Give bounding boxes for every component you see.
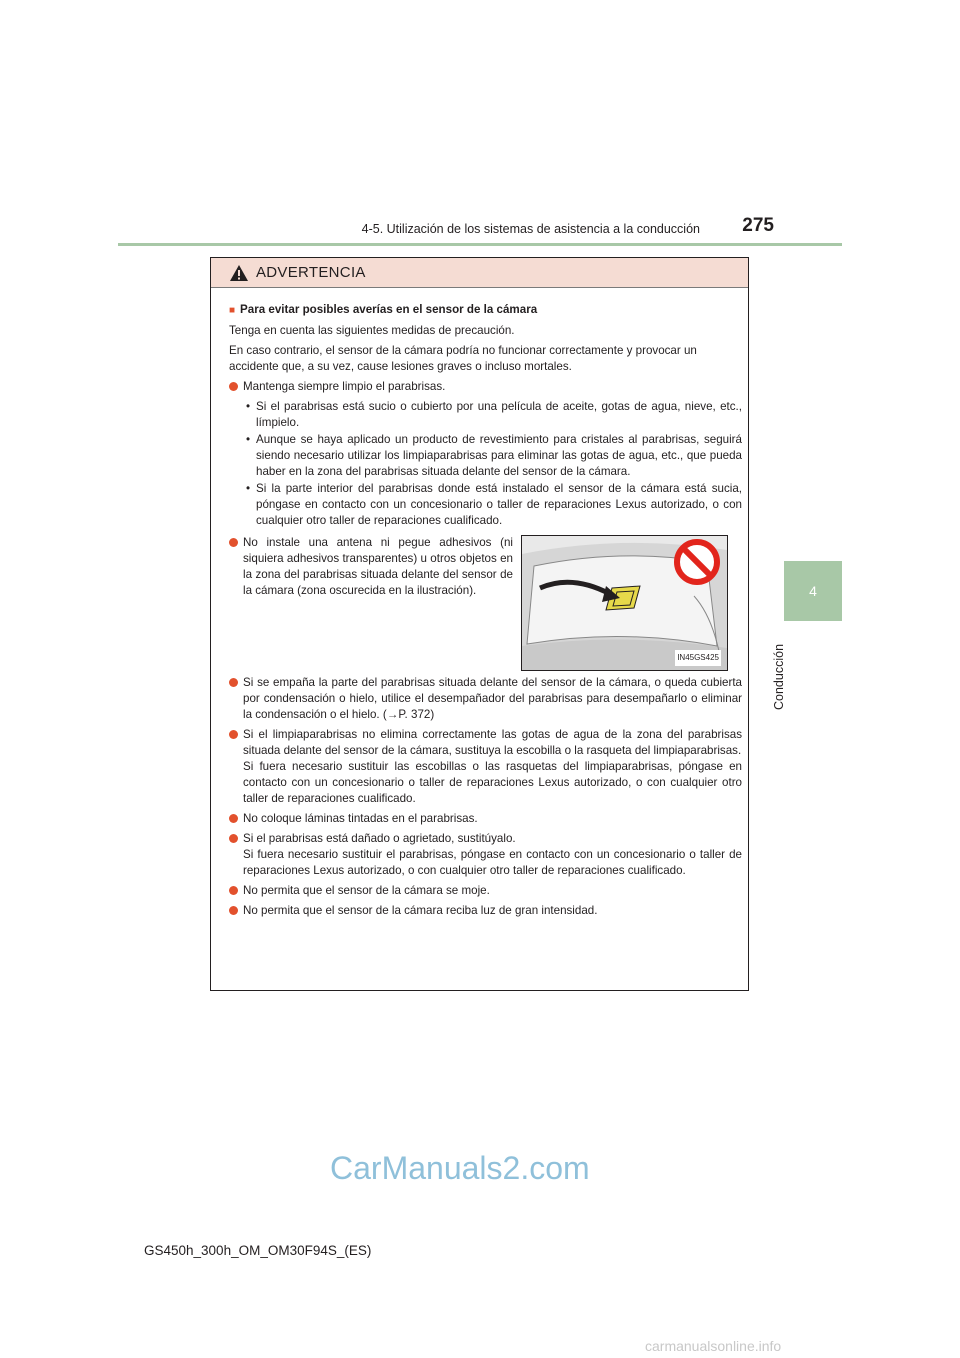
bullet-dot-icon	[229, 538, 238, 547]
sub-bullet-icon: •	[246, 433, 251, 446]
list-item	[229, 883, 742, 899]
figure-code: IN45GS425	[675, 650, 721, 666]
sub-bullet-icon: •	[246, 482, 251, 495]
section-title-text: Para evitar posibles averías en el sensor de la cámara	[240, 303, 538, 316]
bullet-dot-icon	[229, 814, 238, 823]
bullet-text: No instale una antena ni pegue adhesivos (ni siquiera adhesivos transparentes) u otros objetos en la zona del parabrisas situada delante del sensor de la cámara (zona oscurecida en la ilustración).	[243, 536, 513, 597]
bullet-dot-icon	[229, 730, 238, 739]
chapter-tab-number: 4	[784, 561, 842, 621]
warning-triangle-icon	[229, 264, 249, 282]
bullet-text: Si el limpiaparabrisas no elimina correctamente las gotas de agua de la zona del parabrisas situada delante del sensor de la cámara, sustituya la escobilla o la rasqueta del limpiaparabrisas.	[243, 728, 742, 757]
list-item	[229, 535, 513, 667]
list-item	[229, 379, 742, 395]
list-item	[229, 675, 742, 723]
bullet-text-continuation: Si fuera necesario sustituir las escobillas o las rasquetas del limpiaparabrisas, póngase en contacto con un concesionario o taller de reparaciones Lexus autorizado, o con cualquier otro taller de reparaciones cualificado.	[243, 760, 742, 805]
bullet-text: Mantenga siempre limpio el parabrisas.	[243, 380, 446, 393]
footer-code: GS450h_300h_OM_OM30F94S_(ES)	[144, 1243, 372, 1258]
sub-bullet-icon: •	[246, 400, 251, 413]
bullet-dot-icon	[229, 886, 238, 895]
intro-paragraph-2: En caso contrario, el sensor de la cámara podría no funcionar correctamente y provocar un accidente que, a su vez, cause lesiones graves o incluso mortales.	[229, 344, 697, 373]
warning-content	[211, 288, 748, 990]
windshield-illustration	[521, 535, 728, 671]
bullet-text: Si se empaña la parte del parabrisas situada delante del sensor de la cámara, o queda cubierta por condensación o hielo, utilice el desempañador del parabrisas para desempañarlo o eliminar la condensación o el hielo. (→P. 372)	[243, 676, 742, 721]
list-item	[229, 831, 742, 879]
watermark: CarManuals2.com	[330, 1150, 590, 1186]
bullet-text: Si el parabrisas está dañado o agrietado, sustitúyalo.	[243, 832, 516, 845]
page-number: 275	[742, 215, 774, 236]
warning-section-title	[229, 302, 742, 319]
warning-box	[210, 257, 749, 991]
sub-item-text: Si el parabrisas está sucio o cubierto por una película de aceite, gotas de agua, nieve, etc., límpielo.	[256, 400, 742, 429]
list-item	[229, 811, 742, 827]
sub-list-item	[229, 481, 742, 529]
sub-item-text: Si la parte interior del parabrisas donde está instalado el sensor de la cámara está sucia, póngase en contacto con un concesionario o taller de reparaciones Lexus autorizado, o con cualquier otro taller de reparaciones cualificado.	[256, 482, 742, 527]
intro-paragraph-1: Tenga en cuenta las siguientes medidas de precaución.	[229, 324, 515, 337]
chapter-tab-label: Conducción	[772, 643, 786, 710]
square-bullet-icon: ■	[229, 305, 236, 316]
bullet-dot-icon	[229, 906, 238, 915]
warning-header	[211, 258, 748, 288]
header-section-title: 4-5. Utilización de los sistemas de asistencia a la conducción	[361, 222, 700, 236]
bullet-text-continuation: Si fuera necesario sustituir el parabrisas, póngase en contacto con un concesionario o taller de reparaciones Lexus autorizado, o con cualquier otro taller de reparaciones cualificado.	[243, 848, 742, 877]
bullet-dot-icon	[229, 382, 238, 391]
bullet-text: No coloque láminas tintadas en el parabrisas.	[243, 812, 478, 825]
sub-list-item	[229, 432, 742, 480]
bullet-dot-icon	[229, 678, 238, 687]
bullet-text: No permita que el sensor de la cámara se moje.	[243, 884, 490, 897]
watermark-secondary: carmanualsonline.info	[645, 1338, 782, 1354]
sub-list-item	[229, 399, 742, 431]
bullet-dot-icon	[229, 834, 238, 843]
warning-title: ADVERTENCIA	[256, 264, 366, 281]
header-divider	[118, 243, 842, 246]
list-item	[229, 903, 742, 919]
list-item	[229, 727, 742, 807]
sub-item-text: Aunque se haya aplicado un producto de revestimiento para cristales al parabrisas, seguirá siendo necesario utilizar los limpiaparabrisas para eliminar las gotas de agua, etc., que pueda haber en la zona del parabrisas situada delante del sensor de la cámara.	[256, 433, 742, 478]
figure-row	[229, 535, 742, 671]
bullet-text: No permita que el sensor de la cámara reciba luz de gran intensidad.	[243, 904, 598, 917]
